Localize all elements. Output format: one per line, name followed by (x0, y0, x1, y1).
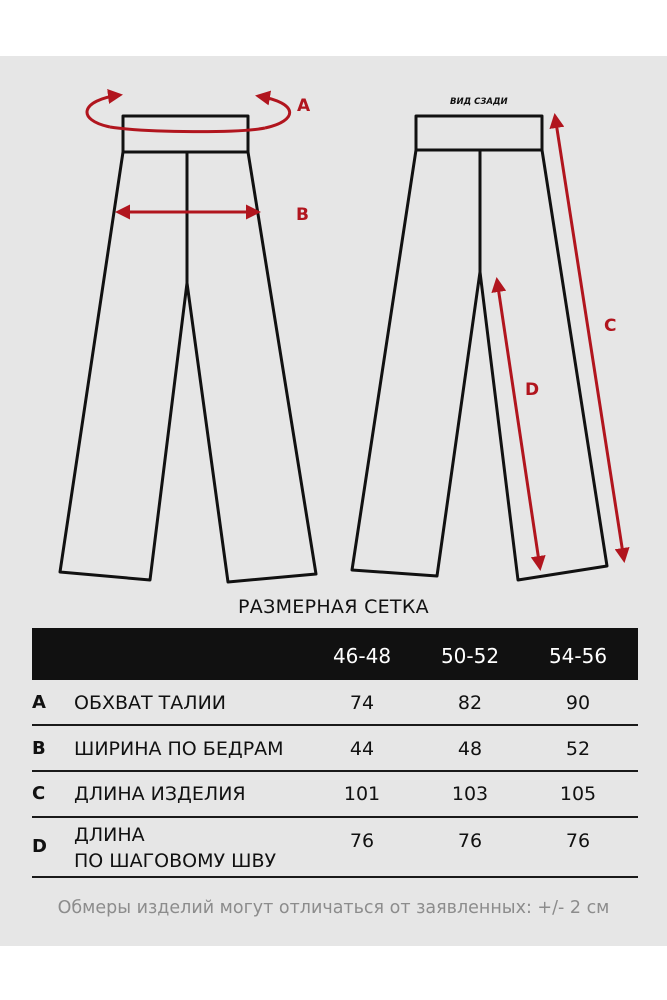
back-view-label: ВИД СЗАДИ (450, 97, 508, 107)
value-cell: 44 (349, 738, 375, 760)
value-cell: 76 (565, 830, 591, 852)
value-cell: 90 (565, 692, 591, 714)
value-cell: 76 (457, 830, 483, 852)
size-table-header (32, 628, 638, 680)
label-b: B (296, 205, 309, 225)
table-row (32, 726, 638, 772)
row-name: ОБХВАТ ТАЛИИ (74, 692, 226, 714)
inseam-arrow (497, 280, 540, 568)
value-cell: 48 (457, 738, 483, 760)
table-row (32, 818, 638, 880)
row-divider (32, 876, 638, 878)
size-chart-title: РАЗМЕРНАЯ СЕТКА (238, 596, 429, 618)
value-cell: 101 (343, 783, 381, 805)
label-a: A (297, 96, 311, 116)
size-header-3: 54-56 (548, 644, 608, 668)
row-letter: B (32, 738, 46, 759)
value-cell: 52 (565, 738, 591, 760)
row-letter: A (32, 692, 46, 713)
footnote: Обмеры изделий могут отличаться от заявленных: +/- 2 см (57, 898, 610, 918)
front-pants-outline (60, 116, 316, 582)
table-row (32, 680, 638, 726)
label-d: D (525, 380, 540, 400)
size-header-2: 50-52 (440, 644, 500, 668)
value-cell: 105 (559, 783, 597, 805)
value-cell: 82 (457, 692, 483, 714)
row-letter: D (32, 836, 47, 857)
table-row (32, 772, 638, 818)
value-cell: 74 (349, 692, 375, 714)
length-arrow (555, 116, 624, 560)
back-pants-outline (352, 116, 607, 580)
label-c: C (604, 316, 617, 336)
value-cell: 103 (451, 783, 489, 805)
size-header-1: 46-48 (332, 644, 392, 668)
row-letter: C (32, 783, 46, 804)
value-cell: 76 (349, 830, 375, 852)
row-name: ДЛИНА ИЗДЕЛИЯ (74, 783, 246, 805)
row-name: ДЛИНА ПО ШАГОВОМУ ШВУ (74, 824, 277, 872)
row-name: ШИРИНА ПО БЕДРАМ (74, 738, 284, 760)
